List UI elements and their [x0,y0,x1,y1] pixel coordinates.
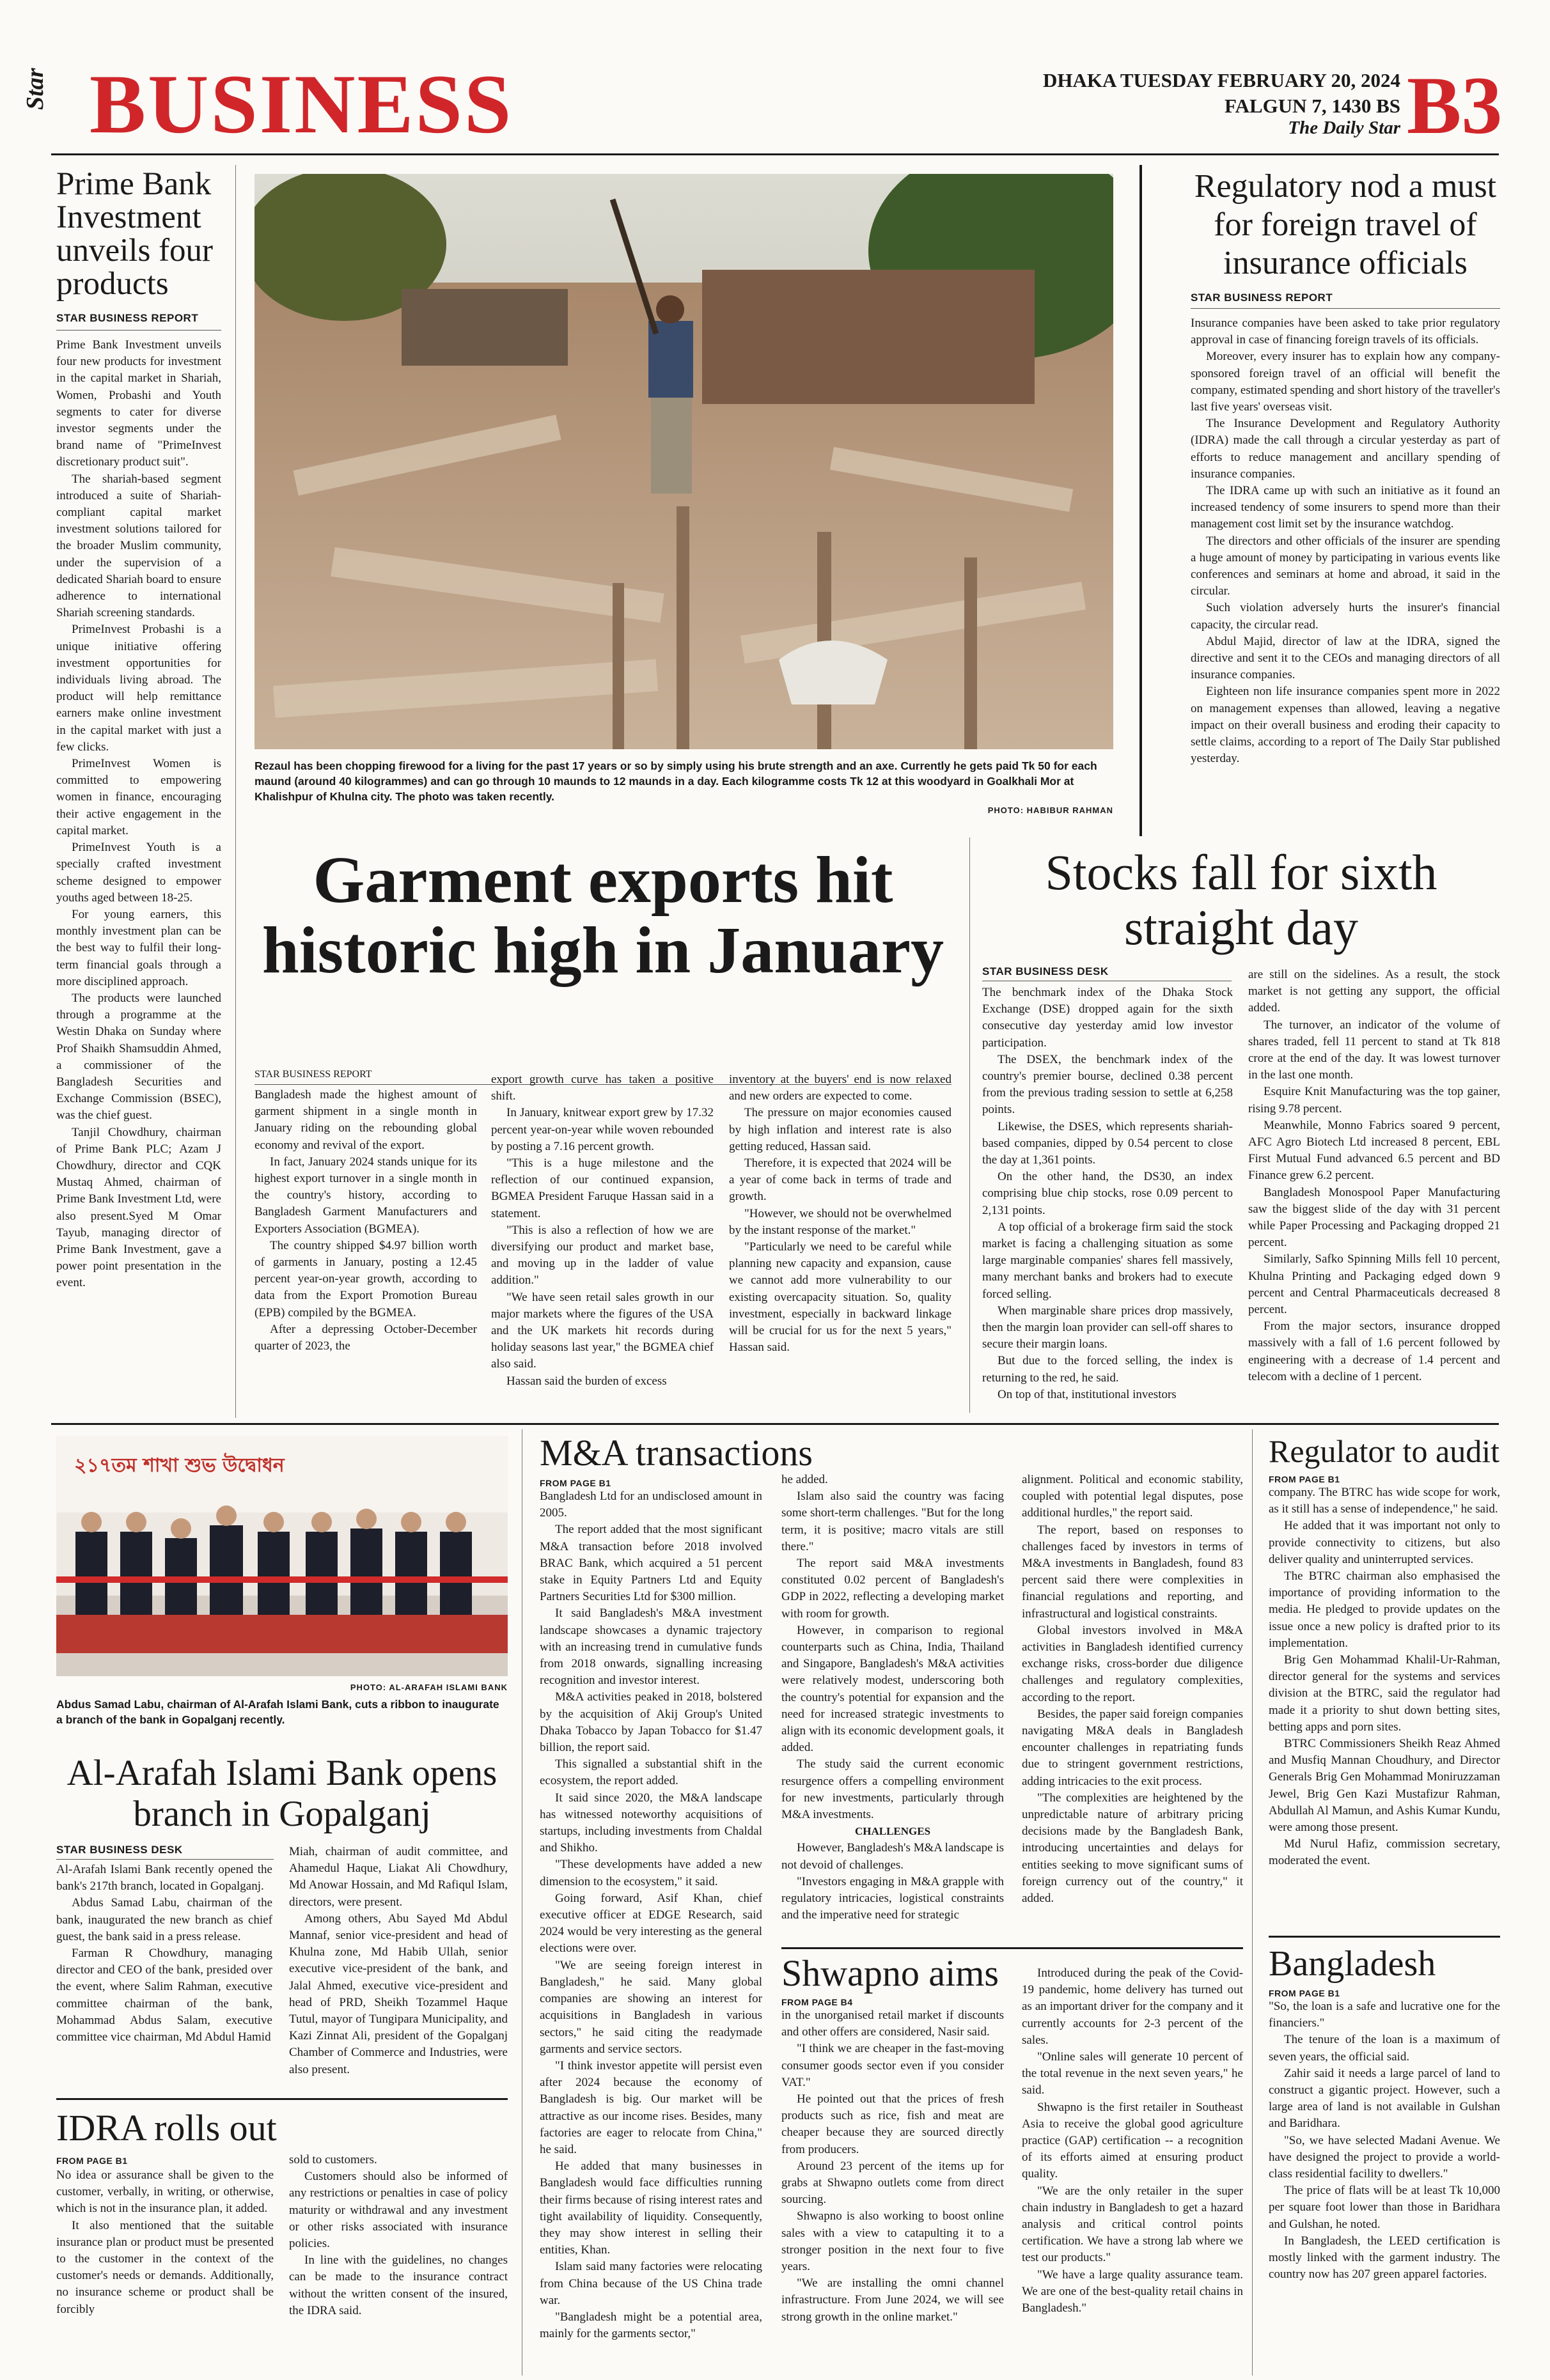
paragraph: Brig Gen Mohammad Khalil-Ur-Rahman, director general for the systems and services division at the BTRC, said the regulator had made it a priority to shut down betting sites, betting apps and porn sites. [1269,1653,1500,1734]
regulator-body [1269,1484,1500,1870]
masthead [0,0,1550,160]
paragraph: Bangladesh Monospool Paper Manufacturing saw the biggest slide of the day with 31 percent while Paper Processing and Packaging dropped 21 percent. [1248,1185,1500,1250]
paragraph: Moreover, every insurer has to explain how any company-sponsored foreign travel of an official will benefit the company, estimated spending and short history of the traveller's last five years' overseas visit. [1191,350,1500,414]
paragraph: company. The BTRC has wide scope for work, as it still has a sense of independence," he said. [1269,1486,1500,1516]
mna-headline: M&A transactions [540,1432,813,1474]
paragraph: However, in comparison to regional counterparts such as China, India, Thailand and Singapore, Bangladesh's M&A activities were relatively modest, underscoring both the country's potential for expansion and the need for increased strategic investments to align with its economic development goals, it added. [781,1623,1004,1755]
paragraph: In line with the guidelines, no changes can be made to the insurance contract without the written consent of the insured, the IDRA said. [289,2253,508,2317]
paragraph: BTRC Commissioners Sheikh Reaz Ahmed and Musfiq Mannan Choudhury, and Director Generals Brig Gen Mohammad Moniruzzaman Jewel, Brig Gen Kazi Mustafizur Rahman, Abdullah Al Mamun, and Ashis Kumar Kundu, were among those present. [1269,1737,1500,1835]
paragraph: Md Nurul Hafiz, commission secretary, moderated the event. [1269,1837,1500,1868]
article-body [1191,315,1500,767]
paragraph: "We are seeing foreign interest in Bangladesh," he said. Many global companies are showing an interest for acquisitions in Bangladesh in various sectors," he said citing the readymade garments and service sectors. [540,1958,762,2056]
stocks-col-2 [1248,967,1500,1385]
from-page: FROM PAGE B1 [1269,1988,1340,1998]
paragraph: This signalled a substantial shift in the ecosystem, the report added. [540,1757,762,1788]
paragraph: Islam said many factories were relocating from China because of the US China trade war. [540,2260,762,2307]
mna-col-2 [781,1472,1004,1924]
paragraph: Customers should also be informed of any restrictions or penalties in case of policy maturity or withdrawal and any investment or other risks associated with insurance policies. [289,2170,508,2251]
paragraph: The shariah-based segment introduced a suite of Shariah-compliant capital market investment solutions tailored for the broader Muslim community, under the supervision of a dedicated Shariah board to ensure adherence to international Shariah screening standards. [56,472,221,620]
ribbon-cutting-photo [56,1436,508,1676]
paragraph: After a depressing October-December quarter of 2023, the [254,1322,477,1353]
paragraph: PrimeInvest Women is committed to empowering women in finance, encouraging their active engagement in the capital market. [56,757,221,837]
paragraph: The country shipped $4.97 billion worth of garments in January, posting a 12.45 percent year-on-year growth, according to data from the Export Promotion Bureau (EPB) compiled by the BGMEA. [254,1238,477,1319]
paragraph: "So, the loan is a safe and lucrative one for the financiers." [1269,2000,1500,2030]
paragraph: Meanwhile, Monno Fabrics soared 9 percent, AFC Agro Biotech Ltd increased 8 percent, EBL First Mutual Fund advanced 6.5 percent and BD Finance grew 6.2 percent. [1248,1118,1500,1183]
paragraph: "The complexities are heightened by the unpredictable nature of arbitrary pricing decisions made by the Bangladesh Bank, introducing uncertainties and delays for entities seeking to move significant sums of foreign currency out of the country," it added. [1022,1791,1243,1906]
byline: STAR BUSINESS REPORT [1191,292,1333,304]
headline: Prime Bank Investment unveils four products [56,166,214,302]
paragraph: The report, based on responses to challenges faced by investors in terms of M&A investments in Bangladesh, found 83 percent said there were complexities in financial regulations and reporting, and infrastructural and logistical constraints. [1022,1523,1243,1621]
star-logo: Star [22,68,49,110]
paragraph: inventory at the buyers' end is now relaxed and new orders are expected to come. [729,1073,951,1103]
paragraph: sold to customers. [289,2153,377,2166]
shwapno-col-2 [1022,1965,1243,2317]
paragraph: Introduced during the peak of the Covid-19 pandemic, home delivery has turned out as an important driver for the company and it currently accounts for 2-3 percent of the sales. [1022,1966,1243,2047]
banner-text: ২১৭তম শাখা শুভ উদ্বোধন [74,1454,285,1477]
paragraph: In fact, January 2024 stands unique for its highest export turnover in a single month in the country's history, according to Bangladesh Garment Manufacturers and Exporters Association (BGMEA). [254,1155,477,1236]
section-title: BUSINESS [90,57,513,151]
mna-col-1 [540,1488,762,2342]
garment-byline: STAR BUSINESS REPORT [254,1069,372,1080]
paragraph: On the other hand, the DS30, an index comprising blue chip stocks, rose 0.09 percent to 2,131 points. [982,1170,1233,1217]
paragraph: Esquire Knit Manufacturing was the top gainer, rising 9.78 percent. [1248,1085,1500,1116]
firewood-image [254,174,1113,749]
paragraph: Prime Bank Investment unveils four new products for investment in the capital market in Shariah, Women, Probashi and Youth segments to cater for diverse investor segments under the brand name of "PrimeInvest discretionary product suit". [56,338,221,469]
paragraph: Hassan said the burden of excess [506,1374,667,1388]
paragraph: Around 23 percent of the items up for grabs at Shwapno outlets come from direct sourcing. [781,2159,1004,2207]
paragraph: The DSEX, the benchmark index of the country's premier bourse, declined 0.38 percent from the previous trading session to settle at 6,258 points. [982,1052,1233,1117]
subhead: CHALLENGES [854,1825,931,1838]
arafah-byline: STAR BUSINESS DESK [56,1844,183,1856]
paragraph: are still on the sidelines. As a result, the stock market is not getting any support, the official added. [1248,968,1500,1015]
paragraph: Bangladesh made the highest amount of garment shipment in a single month in January riding on the rebounding global economy and revival of the export. [254,1088,477,1152]
paragraph: It said since 2020, the M&A landscape has witnessed noteworthy acquisitions of startups, including investments from Chaldal and Shikho. [540,1791,762,1855]
bangla-date: FALGUN 7, 1430 BS [1224,95,1400,117]
headline: Regulatory nod a must for foreign travel of insurance officials [1194,168,1497,281]
paragraph: alignment. Political and economic stability, coupled with potential legal disputes, pose additional hurdles," the report said. [1022,1473,1243,1520]
photo-credit: PHOTO: AL-ARAFAH ISLAMI BANK [350,1683,508,1692]
paragraph: On top of that, institutional investors [998,1387,1177,1401]
paragraph: Abdus Samad Labu, chairman of the bank, inaugurated the new branch as chief guest, the bank said in a press release. [56,1896,272,1943]
paragraph: However, Bangladesh's M&A landscape is not devoid of challenges. [781,1841,1005,1872]
paragraph: "Investors engaging in M&A grapple with regulatory intricacies, logistical constraints and the imperative need for strategic [781,1874,1004,1922]
paragraph: Miah, chairman of audit committee, and Ahamedul Haque, Liakat Ali Chowdhury, Md Anowar Hossain, and Md Rafiqul Islam, directors, were present. [289,1845,508,1909]
paragraph: No idea or assurance shall be given to the customer, verbally, in writing, or otherwise, which is not in the insurance plan, it added. [56,2168,274,2216]
garment-col-2 [491,1071,714,1390]
paragraph: In January, knitwear export grew by 17.32 percent year-on-year while woven rebounded by posting a 7.16 percent growth. [491,1106,714,1153]
paragraph: Eighteen non life insurance companies spent more in 2022 on management expenses than allowed, leaving a negative impact on their overall business and eroding their capacity to settle claims, according to a report of The Daily Star published yesterday. [1191,685,1500,766]
paragraph: "So, we have selected Madani Avenue. We have designed the project to provide a world-class residential facility to dwellers." [1269,2133,1500,2181]
shwapno-col-1 [781,2007,1004,2326]
paragraph: Therefore, it is expected that 2024 will be a year of come back in terms of trade and growth. [729,1156,951,1204]
paragraph: The IDRA came up with such an initiative as it found an increased tendency of some insurers to spend more than their management cost limit set by the insurance watchdog. [1191,484,1500,531]
from-page: FROM PAGE B1 [56,2156,128,2166]
idra-col-1 [56,2167,274,2318]
paragraph: Similarly, Safko Spinning Mills fell 10 percent, Khulna Printing and Packaging edged down 9 percent and Central Pharmaceuticals decreased 8 percent. [1248,1252,1500,1317]
paragraph: Among others, Abu Sayed Md Abdul Mannaf, senior vice-president and head of Khulna zone, Md Habib Ullah, senior executive vice-president of the bank, and Jalal Ahmed, executive vice-president and head of PRD, Sheikh Tozammel Haque Tutul, mayor of Tungipara Municipality, and Kazi Zinnat Ali, president of the Gopalganj Chamber of Commerce and Industries, were also present. [289,1911,508,2076]
paragraph: export growth curve has taken a positive shift. [491,1073,714,1103]
paragraph: It also mentioned that the suitable insurance plan or product must be presented to the customer in the context of the customer's needs or demands. Additionally, no insurance scheme or product shall be forcibly [56,2218,274,2316]
paragraph: Zahir said it needs a large parcel of land to construct a gigantic project. However, such a large area of land is not available in Gulshan and Baridhara. [1269,2066,1500,2131]
paragraph: He added that many businesses in Bangladesh would face difficulties running their firms because of rising interest rates and tight availability of liquidity. Consequently, they may show interest in selling their entities, Khan. [540,2159,762,2257]
paragraph: "I think we are cheaper in the fast-moving consumer goods sector even if you consider VAT." [781,2042,1004,2089]
paragraph: Tanjil Chowdhury, chairman of Prime Bank PLC; Azam J Chowdhury, director and CQK Mustaq Ahmed, chairman of Prime Bank Investment Ltd, were also present.Syed M Omar Tayub, managing director of Prime Bank Investment, gave a power point presentation in the event. [56,1125,221,1290]
paragraph: "This is a huge milestone and the reflection of our continued expansion, BGMEA President Faruque Hassan said in a statement. [491,1156,714,1220]
paragraph: PrimeInvest Youth is a specially crafted investment scheme designed to empower youths aged between 18-25. [56,841,221,905]
woodyard-photo [254,174,1113,749]
article-body [56,337,221,1292]
shwapno-headline: Shwapno aims [781,1952,999,1994]
bangladesh-headline: Bangladesh [1269,1944,1436,1984]
brand-name: The Daily Star [1288,118,1400,138]
stocks-col-1 [982,984,1233,1403]
paragraph: The directors and other officials of the insurer are spending a huge amount of money by participating in various events like conferences and seminars at home and abroad, it said in the circular. [1191,534,1500,598]
paragraph: "We are the only retailer in the super chain industry in Bangladesh to get a hazard analysis and critical control points certification. We have a strong lab where we test our products." [1022,2184,1243,2265]
garment-col-3 [729,1071,951,1356]
paragraph: Farman R Chowdhury, managing director and CEO of the bank, presided over the event, where Salim Rahman, executive committee chairman of the bank, Mohammad Abdus Salam, executive committee vice chairman, Md Abdul Hamid [56,1947,272,2044]
paragraph: But due to the forced selling, the index is returning to the red, he said. [982,1354,1233,1385]
paragraph: "We have seen retail sales growth in our major markets where the figures of the USA and the UK markets hit records during holiday seasons last year," the BGMEA chief also said. [491,1290,714,1371]
paragraph: Going forward, Asif Khan, chief executive officer at EDGE Research, said 2024 would be very interesting as the general elections were over. [540,1891,762,1956]
garment-col-1 [254,1087,477,1355]
paragraph: "These developments have added a new dimension to the ecosystem," it said. [540,1858,762,1888]
masthead-rule [51,153,1499,155]
paragraph: Shwapno is also working to boost online sales with a view to catapulting it to a stronger position in the next four to five years. [781,2209,1004,2274]
paragraph: Shwapno is the first retailer in Southeast Asia to receive the global good agriculture practice (GAP) certification -- a recognition of its efforts aimed at ensuring product quality. [1022,2100,1243,2181]
issue-date: DHAKA TUESDAY FEBRUARY 20, 2024 [1043,69,1400,91]
paragraph: "However, we should not be overwhelmed by the instant response of the market." [729,1206,951,1237]
paragraph: When marginable share prices drop massively, then the margin loan provider can sell-off shares to secure their margin loans. [982,1303,1233,1351]
paragraph: The Insurance Development and Regulatory Authority (IDRA) made the call through a circular yesterday as part of efforts to reduce management and ancillary spending of insurance companies. [1191,417,1500,481]
arafah-headline: Al-Arafah Islami Bank opens branch in Gopalganj [67,1753,497,1834]
arafah-col-2 [289,1844,508,2078]
idra-rolls-headline: IDRA rolls out [56,2107,277,2149]
paragraph: PrimeInvest Probashi is a unique initiative offering investment opportunities for individuals living abroad. The product will help remittance earners make online investment in the capital market with just a few clicks. [56,623,221,754]
paragraph: In Bangladesh, the LEED certification is mostly linked with the garment industry. The country now has 207 green apparel factories. [1269,2234,1500,2282]
photo-caption: Rezaul has been chopping firewood for a living for the past 17 years or so by simply using his brute strength and an axe. Currently he gets paid Tk 50 for each maund (around 40 kilogrammes) and can go through 10 maunds to 12 maunds in a day. Each kilogramme costs Tk 12 at this woodyard in Goalkhali Mor at Khalishpur of Khulna city. The photo was taken recently. PHOTO: HABIBUR RAHMAN [254,759,1113,815]
from-page: FROM PAGE B1 [1269,1474,1340,1484]
photo-credit: PHOTO: HABIBUR RAHMAN [987,805,1113,815]
paragraph: A top official of a brokerage firm said the stock market is facing a challenging situation as some large marginable companies' shares fell massively, many merchant banks and brokers had to execute forced selling. [982,1220,1233,1301]
regulator-headline: Regulator to audit [1269,1433,1500,1469]
paragraph: "Particularly we need to be careful while planning new capacity and expansion, cause we cannot add more vulnerability to our existing overcapacity situation. So, quality investment, especially in backward linkage will be crucial for us for the next 5 years," Hassan said. [729,1240,951,1355]
paragraph: The products were launched through a programme at the Westin Dhaka on Sunday where Prof Shaikh Shamsuddin Ahmed, a commissioner of the Bangladesh Securities and Exchange Commission (BSEC), was the chief guest. [56,991,221,1123]
paragraph: The BTRC chairman also emphasised the importance of providing information to the media. He pledged to provide updates on the issue once a new policy is drafted prior to its implementation. [1269,1569,1500,1650]
paragraph: The benchmark index of the Dhaka Stock Exchange (DSE) dropped again for the sixth consecutive day yesterday amid low investor participation. [982,986,1233,1050]
paragraph: The study said the current economic resurgence offers a compelling environment for new investments, particularly through M&A investments. [781,1757,1004,1822]
from-page: FROM PAGE B4 [781,1997,853,2007]
paragraph: Likewise, the DSES, which represents shariah-based companies, dipped by 0.54 percent to close the day at 1,361 points. [982,1119,1233,1167]
paragraph: Abdul Majid, director of law at the IDRA, signed the directive and sent it to the CEOs and managing directors of all insurance companies. [1191,634,1500,682]
paragraph: M&A activities peaked in 2018, bolstered by the acquisition of Akij Group's United Dhaka Tobacco by Japan Tobacco for $1.47 billion, the report said. [540,1690,762,1755]
paragraph: "Bangladesh might be a potential area, mainly for the garments sector," [540,2310,762,2341]
mna-col-3 [1022,1472,1243,1907]
paragraph: Islam also said the country was facing some short-term challenges. "But for the long term, it is positive; macro vitals are still there." [781,1489,1004,1553]
paragraph: Insurance companies have been asked to take prior regulatory approval in case of financing foreign travels of its officials. [1191,316,1500,347]
paragraph: "Online sales will generate 10 percent of the total revenue in the next seven years," he said. [1022,2050,1243,2097]
stocks-headline: Stocks fall for sixth straight day [1045,844,1437,955]
paragraph: The tenure of the loan is a maximum of seven years, the official said. [1269,2033,1500,2064]
paragraph: The pressure on major economies caused by high inflation and interest rate is also getting reduced, Hassan said. [729,1106,951,1153]
paragraph: From the major sectors, insurance dropped massively with a fall of 1.6 percent followed by engineering with a decrease of 1.4 percent and telecom with a decline of 1 percent. [1248,1319,1500,1383]
stocks-byline: STAR BUSINESS DESK [982,965,1109,977]
idra-col-2 [289,2152,508,2319]
paragraph: The report added that the most significant M&A transaction before 2018 involved BRAC Bank, which acquired a 51 percent stake in Equity Partners Ltd and Equity Partners Securities Ltd for $300 million. [540,1523,762,1604]
paragraph: "We are installing the omni channel infrastructure. From June 2024, we will see strong growth in the online market." [781,2276,1004,2324]
paragraph: "I think investor appetite will persist even after 2024 because the economy of Bangladesh is big. Our market will be attractive as our income rises. Besides, many factories are eager to relocate from China," he said. [540,2058,762,2156]
paragraph: It said Bangladesh's M&A investment landscape showcases a dynamic trajectory with an increasing trend in cumulative funds from 2018 onwards, signalling increasing recognition and investor interest. [540,1606,762,1688]
page-number: B3 [1407,60,1503,151]
paragraph: Bangladesh Ltd for an undisclosed amount in 2005. [540,1489,762,1520]
paragraph: Al-Arafah Islami Bank recently opened the bank's 217th branch, located in Gopalganj. [56,1863,272,1894]
paragraph: He pointed out that the prices of fresh products such as rice, fish and meat are cheaper because they are sourced directly from producers. [781,2092,1004,2156]
from-page: FROM PAGE B1 [540,1478,611,1488]
paragraph: "This is also a reflection of how we are diversifying our product and market base, and moving up in the ladder of value addition." [491,1223,714,1287]
paragraph: For young earners, this monthly investment plan can be the best way to fulfil their long-term financial goals through a more disciplined approach. [56,907,221,988]
paragraph: in the unorganised retail market if discounts and other offers are considered, Nasir said. [781,2009,1004,2039]
paragraph: The report said M&A investments constituted 0.02 percent of Bangladesh's GDP in 2022, reflecting a developing market with room for growth. [781,1557,1004,1621]
paragraph: Such violation adversely hurts the insurer's financial capacity, the circular read. [1191,601,1500,632]
paragraph: The turnover, an indicator of the volume of shares traded, fell 11 percent to stand at Tk 818 crore at the end of the day. It was lowest turnover in the last one month. [1248,1018,1500,1082]
paragraph: He added that it was important not only to provide connectivity to citizens, but also deliver quality and uninterrupted services. [1269,1519,1500,1566]
bangladesh-body [1269,1998,1500,2283]
paragraph: Global investors involved in M&A activities in Bangladesh identified currency exchange risks, cross-border due diligence challenges and regulatory complexities, according to the report. [1022,1623,1243,1704]
byline: STAR BUSINESS REPORT [56,312,199,324]
garment-headline: Garment exports hit historic high in January [262,843,944,987]
paragraph: Besides, the paper said foreign companies navigating M&A deals in Bangladesh encounter challenges in repatriating funds due to stringent government restrictions, adding intricacies to the exit process. [1022,1707,1243,1788]
insurance-travel-article [1191,167,1500,767]
paragraph: he added. [781,1473,828,1486]
prime-bank-article [56,167,221,1292]
arafah-col-1 [56,1862,272,2046]
paragraph: The price of flats will be at least Tk 10,000 per square foot lower than those in Baridhara and Gulshan, he noted. [1269,2184,1500,2231]
paragraph: "We have a large quality assurance team. We are one of the best-quality retail chains in Bangladesh." [1022,2267,1243,2315]
photo-caption: Abdus Samad Labu, chairman of Al-Arafah Islami Bank, cuts a ribbon to inaugurate a branch of the bank in Gopalganj recently. [56,1698,499,1726]
